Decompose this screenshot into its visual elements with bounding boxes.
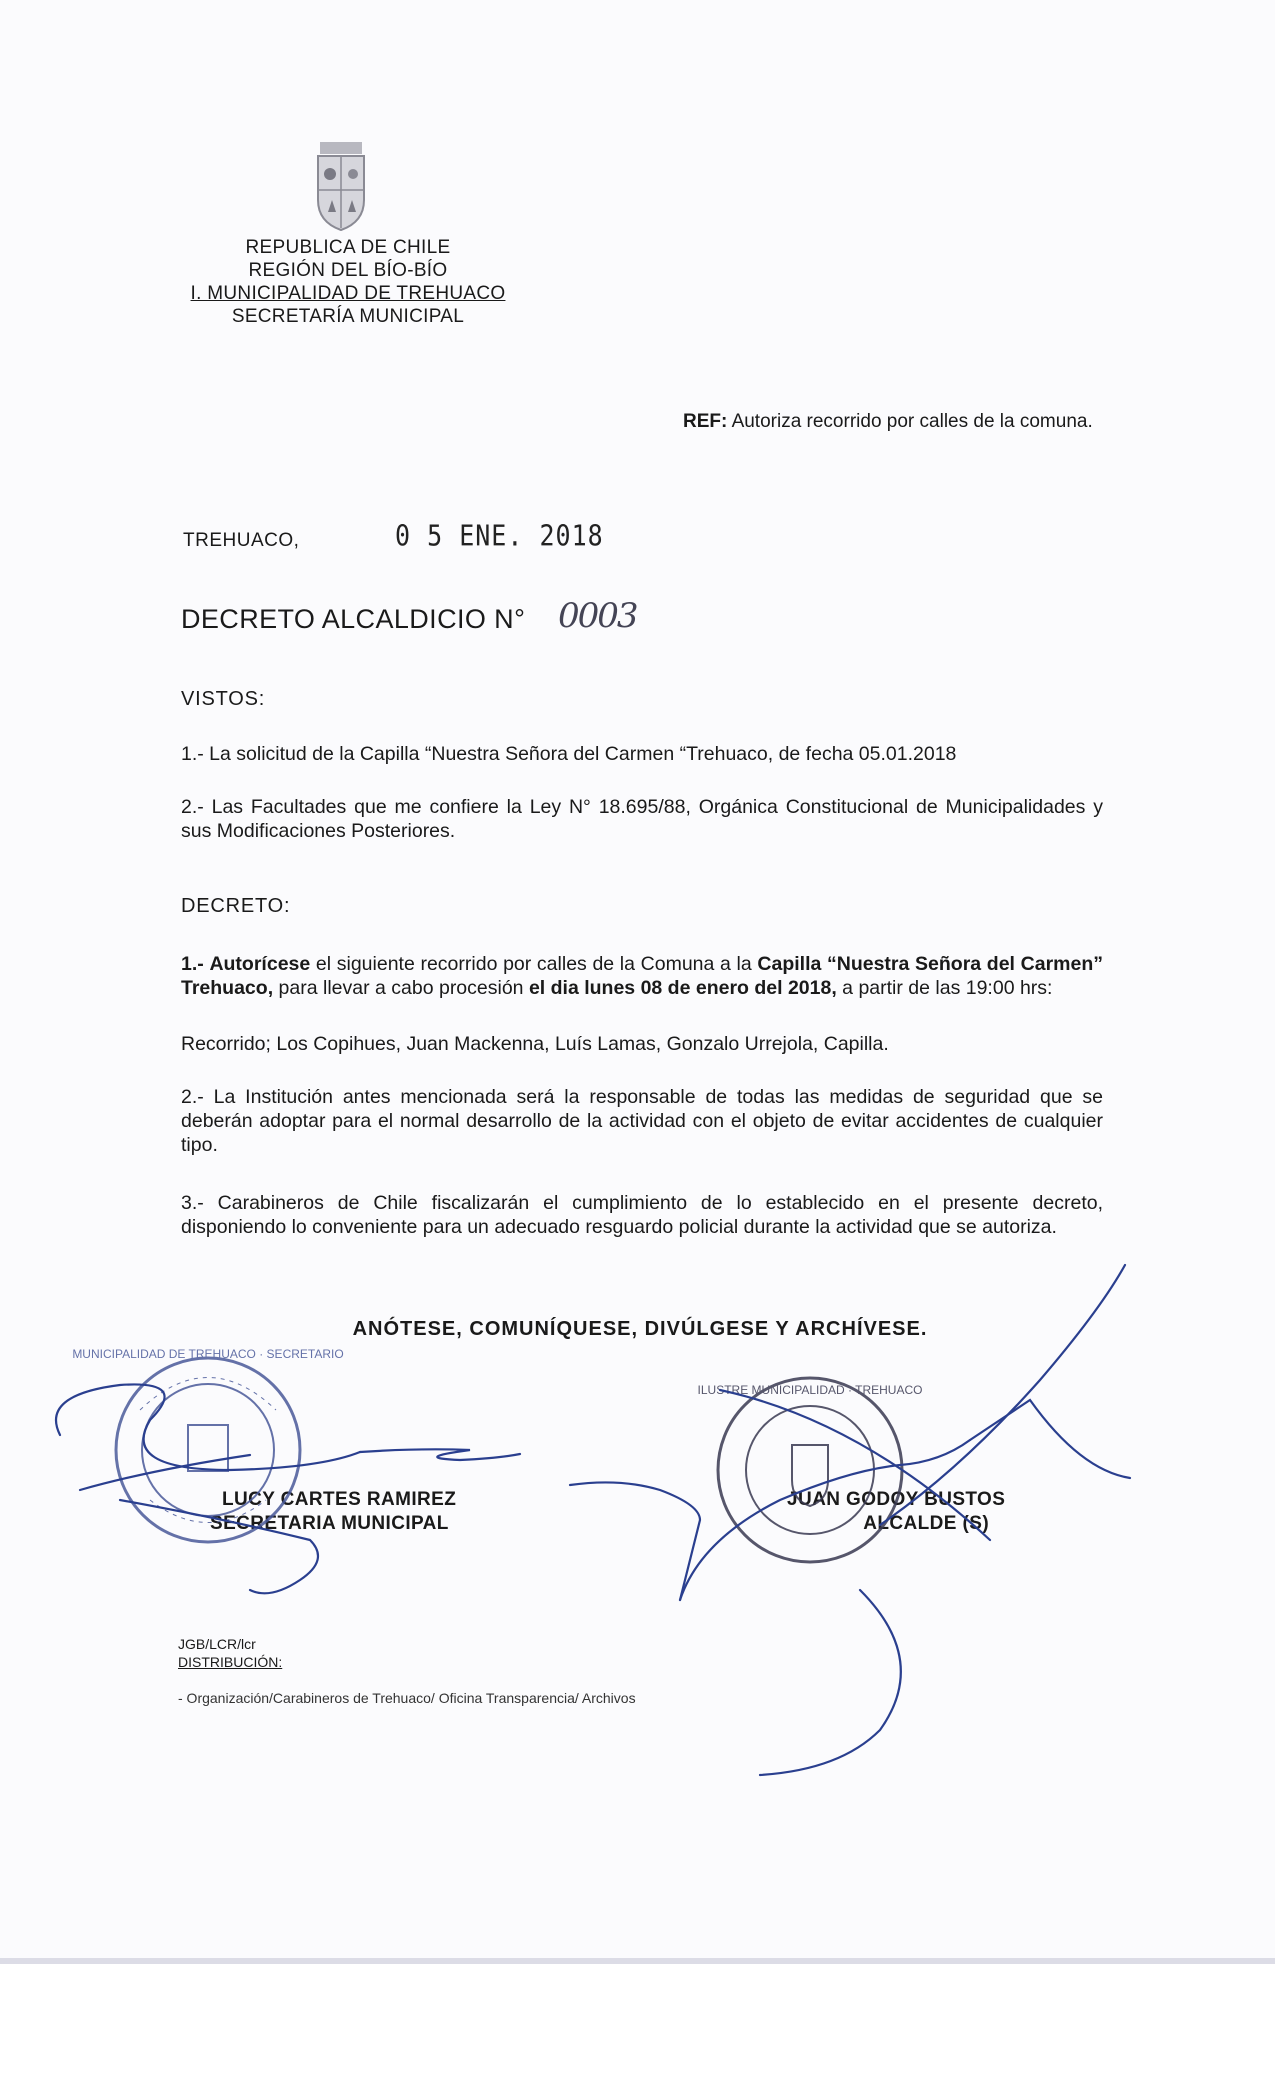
decree-number: 0003 <box>558 596 637 636</box>
stamp-left-text: MUNICIPALIDAD DE TREHUACO · SECRETARIO <box>72 1347 344 1361</box>
header-municipality: I. MUNICIPALIDAD DE TREHUACO <box>190 283 506 304</box>
municipal-stamp-right <box>698 1378 923 1562</box>
header-republic: REPUBLICA DE CHILE <box>245 237 451 258</box>
decreto-item-1-text-c: a partir de las 19:00 hrs: <box>836 977 1053 999</box>
date-stamp: 0 5 ENE. 2018 <box>395 518 604 553</box>
header-secretariat: SECRETARÍA MUNICIPAL <box>231 306 465 327</box>
reference-label: REF: <box>683 411 728 432</box>
signature-right-role: ALCALDE (S) <box>863 1513 990 1534</box>
distribution-label-text: DISTRIBUCIÓN: <box>178 1654 283 1670</box>
header-region: REGIÓN DEL BÍO-BÍO <box>248 260 448 281</box>
decreto-heading: DECRETO: <box>181 895 291 917</box>
signature-right-name: JUAN GODOY BUSTOS <box>787 1489 1006 1510</box>
decreto-item-1-num: 1.- <box>181 953 204 975</box>
decreto-item-1-text-b: para llevar a cabo procesión <box>273 977 529 999</box>
footer-initials: JGB/LCR/lcr <box>178 1636 256 1652</box>
closing-formula: ANÓTESE, COMUNÍQUESE, DIVÚLGESE Y ARCHÍVESE. <box>352 1318 928 1340</box>
signature-left-role: SECRETARIA MUNICIPAL <box>210 1513 449 1534</box>
vistos-item-2: 2.- Las Facultades que me confiere la Ley N° 18.695/88, Orgánica Constitucional de Municipalidades y sus Modificaciones Posteriores. <box>181 796 1103 842</box>
vistos-item-1: 1.- La solicitud de la Capilla “Nuestra Señora del Carmen “Trehuaco, de fecha 05.01.2018 <box>181 743 957 765</box>
decreto-item-1-chapel: Capilla “Nuestra Señora del Carmen” Trehuaco, <box>181 953 1103 999</box>
stamp-right-text: ILUSTRE MUNICIPALIDAD · TREHUACO <box>697 1383 923 1397</box>
decreto-item-3: 3.- Carabineros de Chile fiscalizarán el cumplimiento de lo establecido en el presente decreto, disponiendo lo conveniente para un adecuado resguardo policial durante la actividad que se autoriza. <box>181 1192 1103 1238</box>
municipal-stamp-left <box>72 1347 343 1542</box>
decreto-route: Recorrido; Los Copihues, Juan Mackenna, Luís Lamas, Gonzalo Urrejola, Capilla. <box>181 1033 889 1055</box>
vistos-heading: VISTOS: <box>181 688 266 710</box>
signature-left-name: LUCY CARTES RAMIREZ <box>222 1489 457 1510</box>
decreto-item-1-lead: Autorícese <box>209 953 311 975</box>
distribution-item: - Organización/Carabineros de Trehuaco/ Oficina Transparencia/ Archivos <box>178 1690 636 1706</box>
decreto-item-1-text-a: el siguiente recorrido por calles de la Comuna a la <box>310 953 758 975</box>
place-label: TREHUACO, <box>183 530 300 551</box>
decreto-item-2: 2.- La Institución antes mencionada será la responsable de todas las medidas de seguridad que se deberán adoptar para el normal desarrollo de la actividad con el objeto de evitar accidentes de cualquier tipo. <box>181 1086 1103 1156</box>
decreto-item-1-date: el dia lunes 08 de enero del 2018, <box>528 977 837 999</box>
distribution-label <box>178 1654 282 1671</box>
decree-title: DECRETO ALCALDICIO N° <box>181 604 526 634</box>
reference-text: Autoriza recorrido por calles de la comuna. <box>731 411 1093 432</box>
